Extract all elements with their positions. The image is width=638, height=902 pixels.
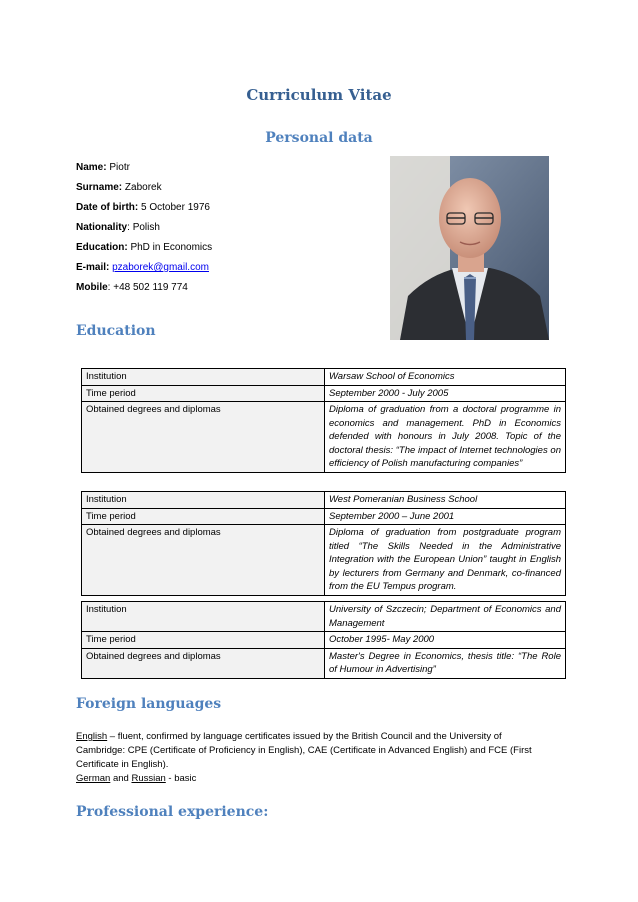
- institution-label: Institution: [82, 602, 325, 632]
- portrait-image: [390, 156, 549, 340]
- dob-row: [76, 201, 212, 221]
- and-text: and: [110, 773, 132, 784]
- time-period-label: Time period: [82, 385, 325, 402]
- name-label: Name:: [76, 162, 107, 173]
- table-row: [82, 492, 566, 509]
- table-row: [82, 369, 566, 386]
- degrees-value: Master's Degree in Economics, thesis title: “The Role of Humour in Advertising”: [325, 648, 566, 678]
- english-paragraph: [76, 730, 546, 786]
- education-table-1: [81, 368, 566, 473]
- personal-data-heading: Personal data: [265, 130, 373, 146]
- education-table-3: [81, 601, 566, 679]
- english-language: English: [76, 731, 108, 742]
- nationality-value: Polish: [132, 222, 160, 233]
- time-period-value: September 2000 - July 2005: [325, 385, 566, 402]
- time-period-value: October 1995- May 2000: [325, 632, 566, 649]
- mobile-label: Mobile: [76, 282, 108, 293]
- table-row: [82, 648, 566, 678]
- table-row: [82, 508, 566, 525]
- time-period-label: Time period: [82, 508, 325, 525]
- time-period-value: September 2000 – June 2001: [325, 508, 566, 525]
- english-description: – fluent, confirmed by language certificates issued by the British Council and the University of Cambridge: CPE (Certificate of Proficiency in English), CAE (Certificate in Advanced English) and FCE (First Certificate in English).: [76, 731, 532, 770]
- institution-label: Institution: [82, 492, 325, 509]
- education-heading: Education: [76, 323, 156, 339]
- institution-value: University of Szczecin; Department of Economics and Management: [325, 602, 566, 632]
- profile-photo: [390, 156, 549, 340]
- degrees-label: Obtained degrees and diplomas: [82, 402, 325, 473]
- mobile-row: Mobile: +48 502 119 774: [76, 282, 188, 293]
- degrees-value: Diploma of graduation from a doctoral programme in economics and management. PhD in Economics defended with honours in July 2008. Topic of the doctoral thesis: “The impact of Internet technologies on efficiency of Polish manufacturing companies”: [325, 402, 566, 473]
- professional-experience-heading: Professional experience:: [76, 804, 269, 820]
- table-row: [82, 385, 566, 402]
- institution-label: Institution: [82, 369, 325, 386]
- german-language: German: [76, 773, 111, 784]
- name-value: Piotr: [109, 162, 130, 173]
- nationality-row: Nationality: Polish: [76, 222, 160, 233]
- email-label: E-mail:: [76, 262, 110, 273]
- table-row: [82, 602, 566, 632]
- nationality-label: Nationality: [76, 222, 128, 233]
- email-link[interactable]: pzaborek@gmail.com: [112, 262, 209, 273]
- education-label: Education:: [76, 242, 128, 253]
- time-period-label: Time period: [82, 632, 325, 649]
- education-value: PhD in Economics: [130, 242, 213, 253]
- surname-row: [76, 181, 212, 201]
- table-row: [82, 402, 566, 473]
- russian-language: Russian: [131, 773, 166, 784]
- table-row: [82, 632, 566, 649]
- institution-value: West Pomeranian Business School: [325, 492, 566, 509]
- dob-label: Date of birth:: [76, 202, 139, 213]
- institution-value: Warsaw School of Economics: [325, 369, 566, 386]
- education-table-2: [81, 491, 566, 596]
- dob-value: 5 October 1976: [141, 202, 210, 213]
- basic-level: - basic: [165, 773, 197, 784]
- degrees-label: Obtained degrees and diplomas: [82, 525, 325, 596]
- mobile-value: +48 502 119 774: [113, 282, 188, 293]
- degrees-label: Obtained degrees and diplomas: [82, 648, 325, 678]
- email-row: [76, 261, 212, 281]
- degrees-value: Diploma of graduation from postgraduate program titled “The Skills Needed in the Administrative Integration with the European Union” taught in English by lecturers from Germany and Denmark, co-financed from the EU Tempus program.: [325, 525, 566, 596]
- document-title: Curriculum Vitae: [246, 86, 392, 104]
- name-row: [76, 161, 212, 181]
- surname-label: Surname:: [76, 182, 123, 193]
- personal-data-list: [76, 161, 212, 301]
- foreign-languages-heading: Foreign languages: [76, 696, 222, 712]
- education-row: [76, 241, 212, 261]
- table-row: [82, 525, 566, 596]
- surname-value: Zaborek: [124, 182, 162, 193]
